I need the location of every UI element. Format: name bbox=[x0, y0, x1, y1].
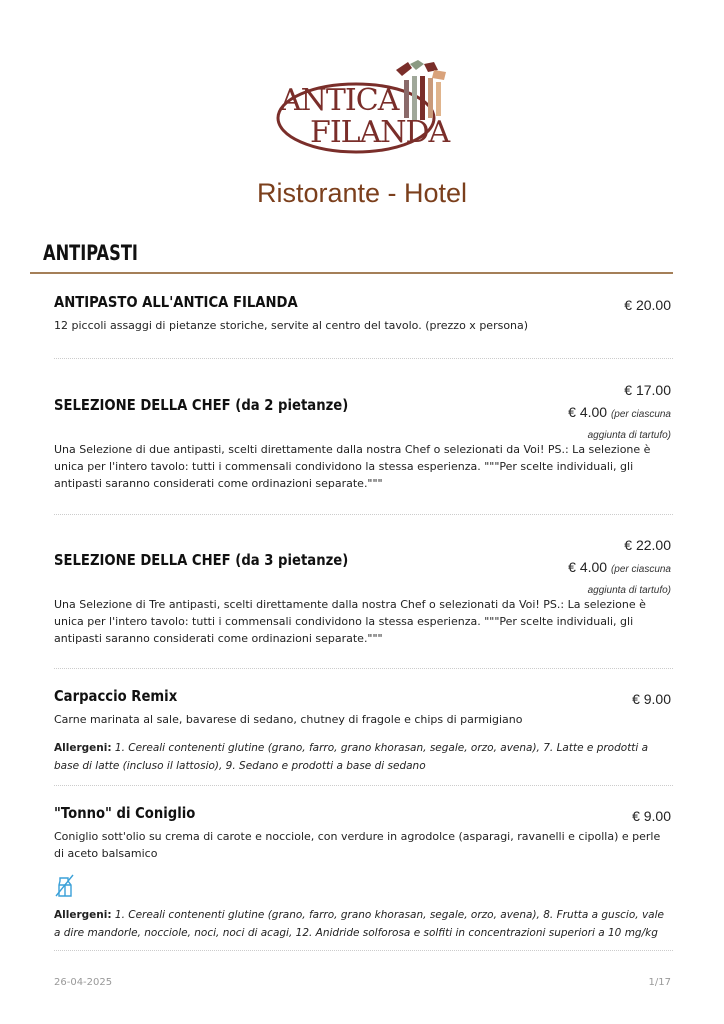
lactose-free-icon bbox=[54, 874, 671, 898]
item-price: € 9.00 bbox=[632, 691, 671, 707]
item-divider bbox=[54, 950, 673, 951]
section-title: ANTIPASTI bbox=[43, 241, 138, 265]
item-description: Una Selezione di due antipasti, scelti direttamente dalla nostra Chef o selezionati da Voi! PS.: La selezione è unica per l'intero tavolo: tutti i commensali condividono la stessa esperienza. """Per scelte individuali, gli antipasti saranno considerati come ordinazioni separate.""" bbox=[54, 443, 651, 490]
item-divider bbox=[54, 668, 673, 669]
item-description: Una Selezione di Tre antipasti, scelti direttamente dalla nostra Chef o selezionati da Voi! PS.: La selezione è unica per l'intero tavolo: tutti i commensali condividono la stessa esperienza. """Per scelte individuali, gli antipasti saranno considerati come ordinazioni separate.""" bbox=[54, 598, 646, 645]
item-description: Carne marinata al sale, bavarese di sedano, chutney di fragole e chips di parmigiano bbox=[54, 713, 523, 726]
menu-item bbox=[54, 292, 671, 334]
allergens-text: 1. Cereali contenenti glutine (grano, farro, grano khorasan, segale, orzo, avena), 7. Latte e prodotti a base di latte (incluso il lattosio), 9. Sedano e prodotti a base di sedano bbox=[54, 742, 649, 772]
svg-text:FILANDA: FILANDA bbox=[310, 115, 450, 150]
antica-filanda-logo bbox=[274, 56, 454, 158]
extra-note: (per ciascuna aggiunta di tartufo) bbox=[587, 564, 671, 596]
item-extra-price bbox=[551, 403, 671, 445]
item-price: € 17.00 bbox=[624, 382, 671, 398]
svg-text:ANTICA: ANTICA bbox=[280, 83, 399, 118]
menu-item bbox=[54, 537, 671, 647]
menu-item bbox=[54, 686, 671, 775]
item-divider bbox=[54, 514, 673, 515]
item-description: Coniglio sott'olio su crema di carote e nocciole, con verdure in agrodolce (asparagi, ravanelli e cipolla) e perle di aceto balsamico bbox=[54, 830, 661, 860]
allergens-label: Allergeni: bbox=[54, 909, 112, 921]
item-divider bbox=[54, 358, 673, 359]
item-divider bbox=[54, 785, 673, 786]
footer-page-number: 1/17 bbox=[648, 977, 671, 988]
extra-price: € 4.00 bbox=[568, 404, 608, 420]
allergens-text: 1. Cereali contenenti glutine (grano, farro, grano khorasan, segale, orzo, avena), 8. Frutta a guscio, vale a dire mandorle, nocciole, noci, noci di acagi, 12. Anidride solforosa e solfiti in concentrazioni superiori a 10 mg/kg bbox=[54, 909, 664, 939]
item-price: € 20.00 bbox=[624, 297, 671, 313]
extra-price: € 4.00 bbox=[568, 559, 608, 575]
item-title: "Tonno" di Coniglio bbox=[54, 804, 196, 822]
item-title: Carpaccio Remix bbox=[54, 687, 178, 705]
item-description: 12 piccoli assaggi di pietanze storiche, servite al centro del tavolo. (prezzo x persona) bbox=[54, 319, 529, 332]
allergens-label: Allergeni: bbox=[54, 742, 112, 754]
section-divider bbox=[30, 272, 673, 274]
item-price: € 9.00 bbox=[632, 808, 671, 824]
item-title: ANTIPASTO ALL'ANTICA FILANDA bbox=[54, 293, 298, 311]
footer-date: 26-04-2025 bbox=[54, 977, 113, 988]
item-extra-price bbox=[551, 558, 671, 600]
menu-item bbox=[54, 382, 671, 492]
item-allergens bbox=[54, 739, 671, 775]
extra-note: (per ciascuna aggiunta di tartufo) bbox=[587, 409, 671, 441]
menu-item bbox=[54, 803, 671, 942]
item-title: SELEZIONE DELLA CHEF (da 3 pietanze) bbox=[54, 551, 349, 569]
page-subtitle: Ristorante - Hotel bbox=[256, 178, 468, 208]
item-price: € 22.00 bbox=[624, 537, 671, 553]
item-allergens bbox=[54, 906, 671, 942]
item-title: SELEZIONE DELLA CHEF (da 2 pietanze) bbox=[54, 396, 349, 414]
